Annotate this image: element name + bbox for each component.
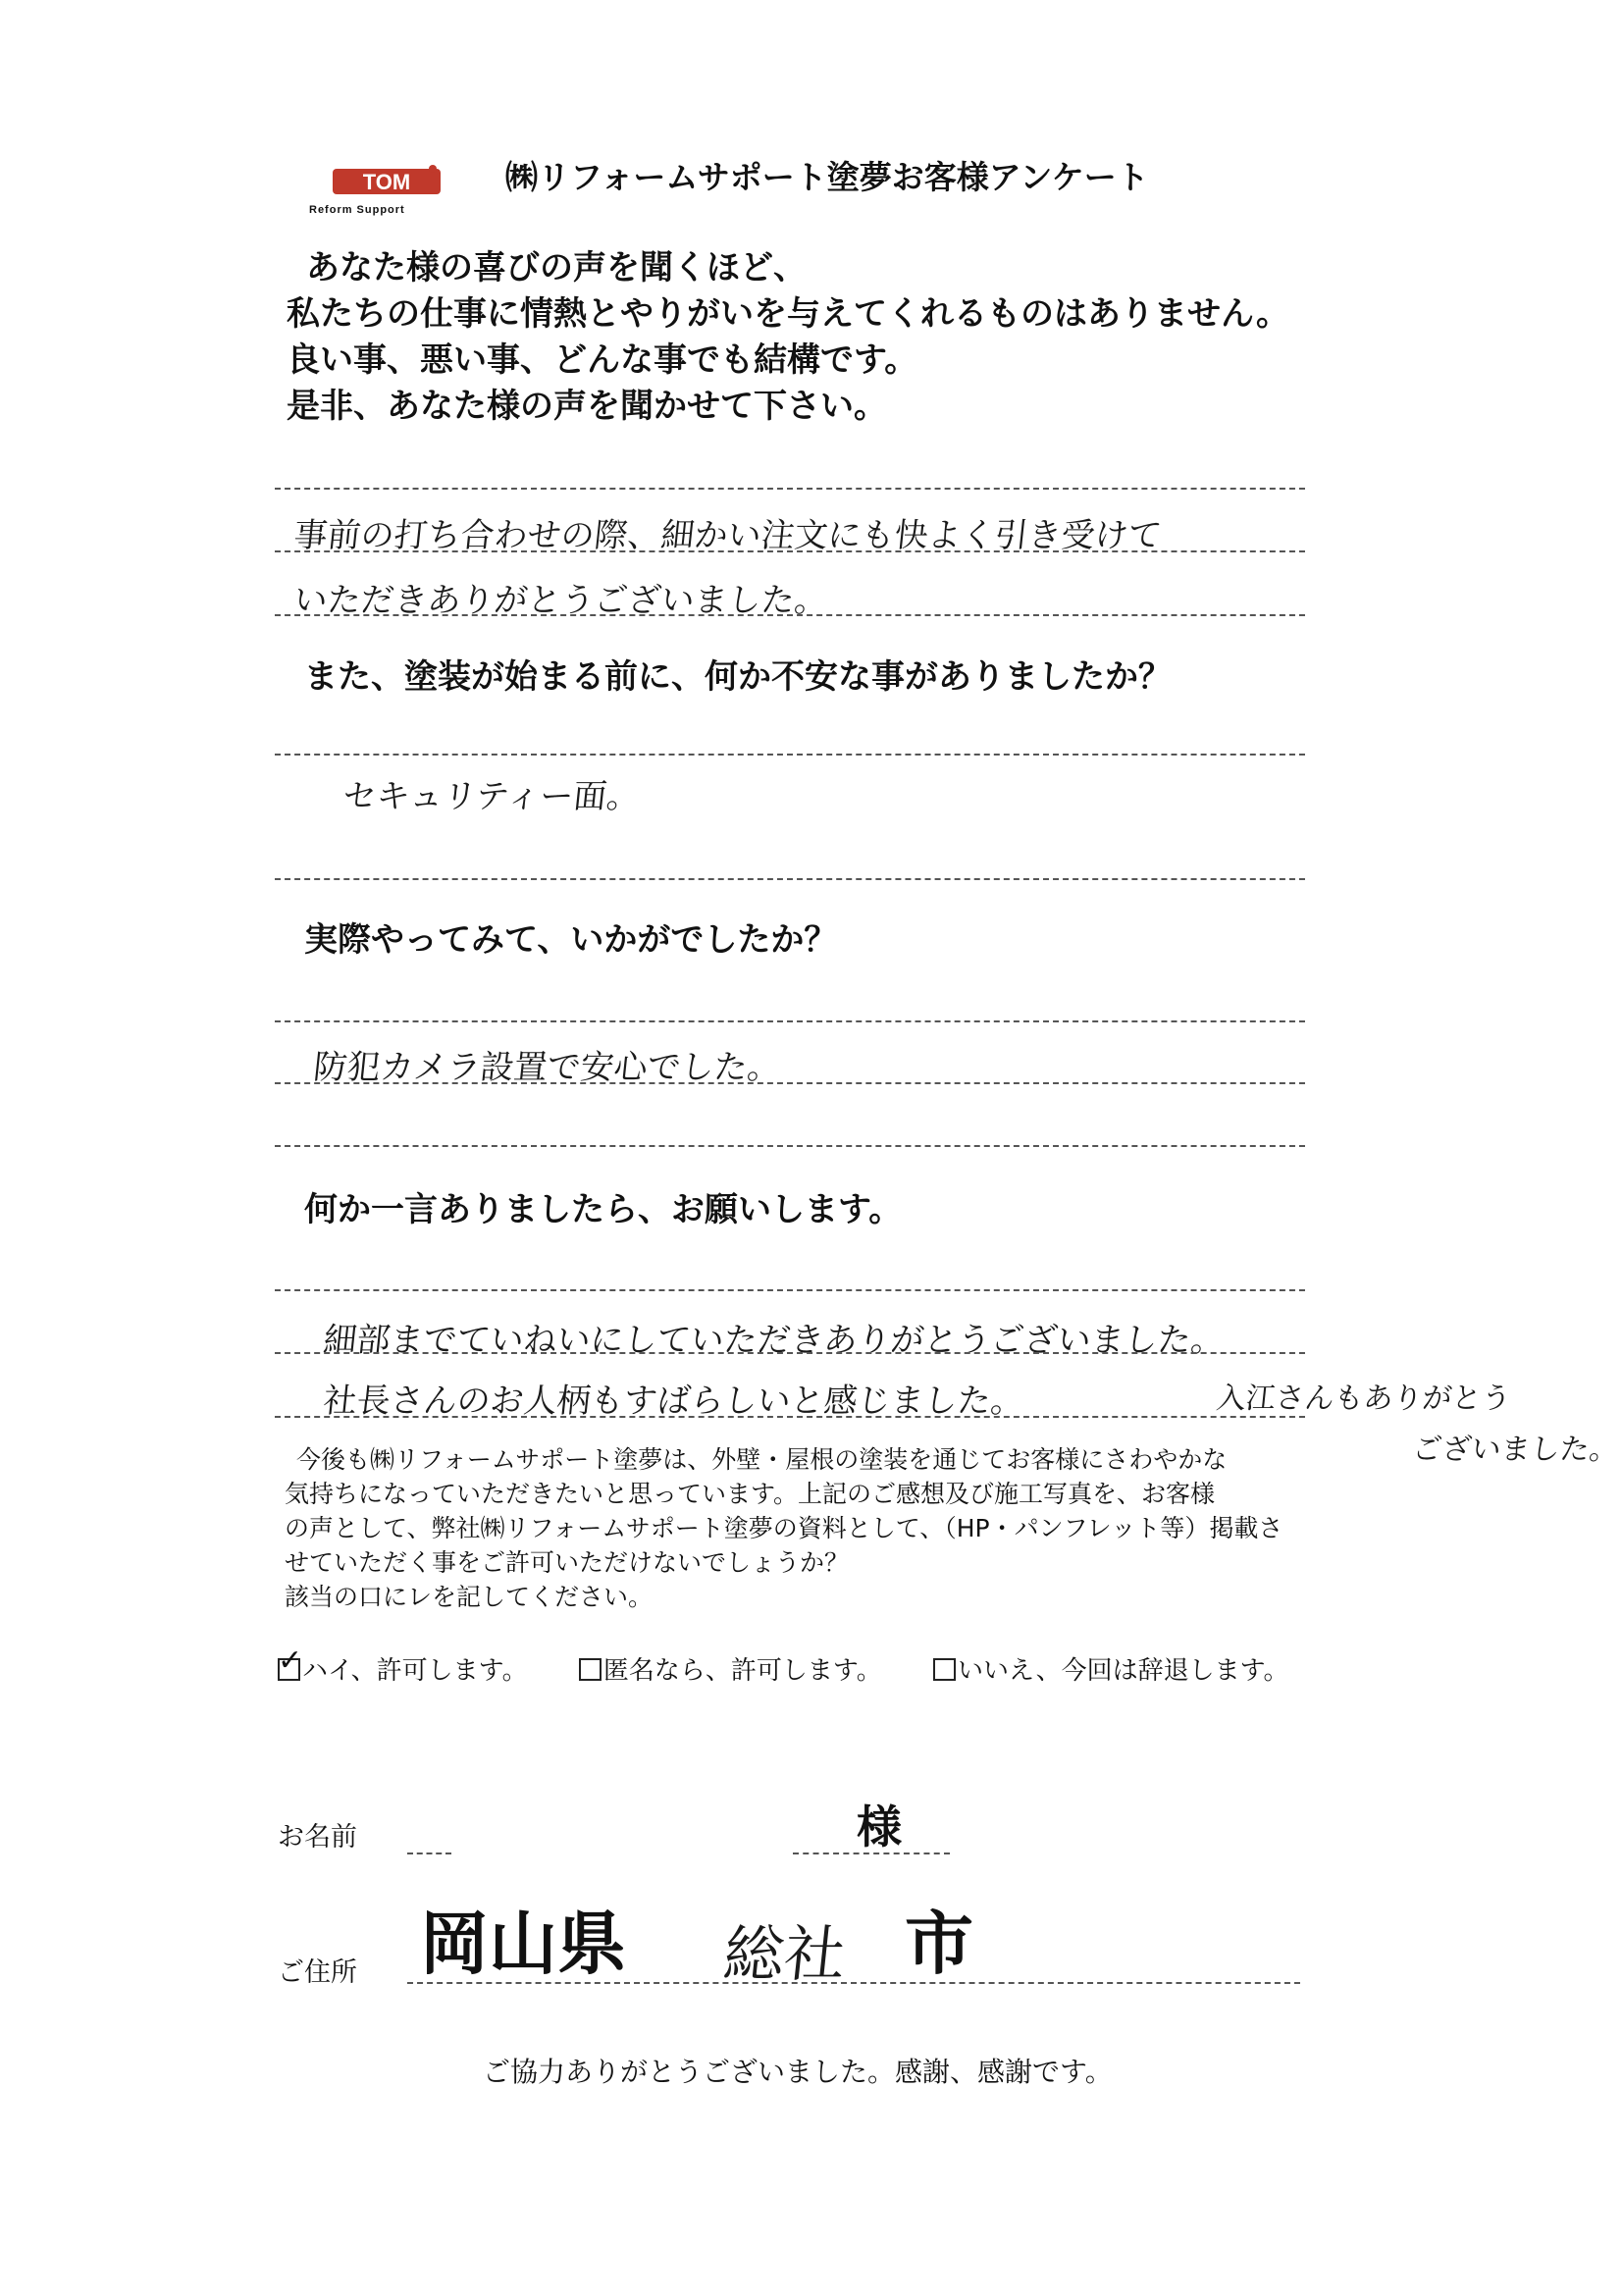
answer1-line2: いただきありがとうございました。	[291, 581, 830, 620]
question4-answer-line2: 社長さんのお人柄もすばらしいと感じました。	[321, 1382, 1026, 1421]
consent-option-decline[interactable]	[933, 1650, 1288, 1687]
svg-text:TOM: TOM	[362, 170, 411, 194]
checkbox-anonymous[interactable]	[579, 1658, 602, 1681]
answer-rule	[275, 1020, 1305, 1022]
question2-answer: セキュリティー面。	[340, 777, 643, 816]
checkmark-icon: ✓	[278, 1644, 303, 1678]
logo-subtitle: Reform Support	[309, 204, 405, 216]
question4-answer-extra2: ございました。	[1410, 1433, 1621, 1467]
permission-line: せていただく事をご許可いただけないでしょうか？	[285, 1548, 850, 1577]
name-field-rule	[407, 1852, 451, 1854]
permission-line: 今後も㈱リフォームサポート塗夢は、外壁・屋根の塗装を通じてお客様にさわやかな	[296, 1445, 1228, 1474]
address-city-handwritten: 総社	[719, 1918, 850, 1990]
answer-rule	[275, 488, 1305, 490]
answer-rule	[275, 614, 1305, 616]
address-city-suffix: 市	[905, 1904, 973, 1984]
consent-label: 匿名なら、許可します。	[602, 1656, 882, 1686]
permission-line: 気持ちになっていただきたいと思っています。上記のご感想及び施工写真を、お客様	[285, 1480, 1216, 1508]
answer-rule	[275, 1082, 1305, 1084]
permission-line: 該当の口にレを記してください。	[285, 1583, 654, 1611]
permission-line: の声として、弊社㈱リフォームサポート塗夢の資料として、（HP・パンフレット等）掲載さ	[285, 1514, 1283, 1542]
checkbox-yes[interactable]	[278, 1644, 303, 1681]
consent-label: いいえ、今回は辞退します。	[958, 1656, 1289, 1686]
survey-title: ㈱リフォームサポート塗夢お客様アンケート	[505, 158, 1149, 196]
intro-text	[287, 245, 1289, 430]
intro-line: 是非、あなた様の声を聞かせて下さい。	[287, 387, 887, 426]
question4-answer-line1: 細部までていねいにしていただきありがとうございました。	[321, 1321, 1227, 1360]
address-prefecture: 岡山県	[420, 1904, 626, 1984]
name-label: お名前	[278, 1822, 357, 1852]
answer1-line1: 事前の打ち合わせの際、細かい注文にも快よく引き受けて	[291, 516, 1164, 555]
answer-rule	[275, 1145, 1305, 1147]
name-honorific: 様	[857, 1800, 902, 1853]
answer-rule	[275, 1352, 1305, 1354]
consent-options	[278, 1644, 1333, 1687]
answer-rule	[275, 1416, 1305, 1418]
company-logo	[309, 165, 446, 224]
checkbox-decline[interactable]	[933, 1658, 956, 1681]
logo-icon	[333, 165, 441, 198]
footer-thanks: ご協力ありがとうございました。感謝、感謝です。	[483, 2056, 1113, 2088]
consent-option-anonymous[interactable]	[579, 1650, 882, 1687]
permission-text	[285, 1442, 1282, 1614]
answer-rule	[275, 550, 1305, 552]
answer-rule	[275, 1289, 1305, 1291]
question4-label: 何か一言ありましたら、お願いします。	[304, 1190, 903, 1229]
question2-label: また、塗装が始まる前に、何か不安な事がありましたか？	[304, 657, 1172, 697]
question3-label: 実際やってみて、いかがでしたか？	[304, 920, 838, 960]
question4-answer-extra1: 入江さんもありがとう	[1214, 1382, 1513, 1416]
intro-line: 私たちの仕事に情熱とやりがいを与えてくれるものはありません。	[287, 294, 1290, 334]
intro-line: あなた様の喜びの声を聞くほど、	[306, 248, 807, 287]
intro-line: 良い事、悪い事、どんな事でも結構です。	[287, 340, 918, 380]
consent-label: ハイ、許可します。	[302, 1656, 528, 1686]
address-field-rule	[407, 1982, 1300, 1984]
answer-rule	[275, 754, 1305, 756]
answer-rule	[275, 878, 1305, 880]
address-label: ご住所	[278, 1957, 357, 1988]
consent-option-yes[interactable]	[278, 1644, 528, 1687]
question3-answer: 防犯カメラ設置で安心でした。	[311, 1048, 783, 1087]
